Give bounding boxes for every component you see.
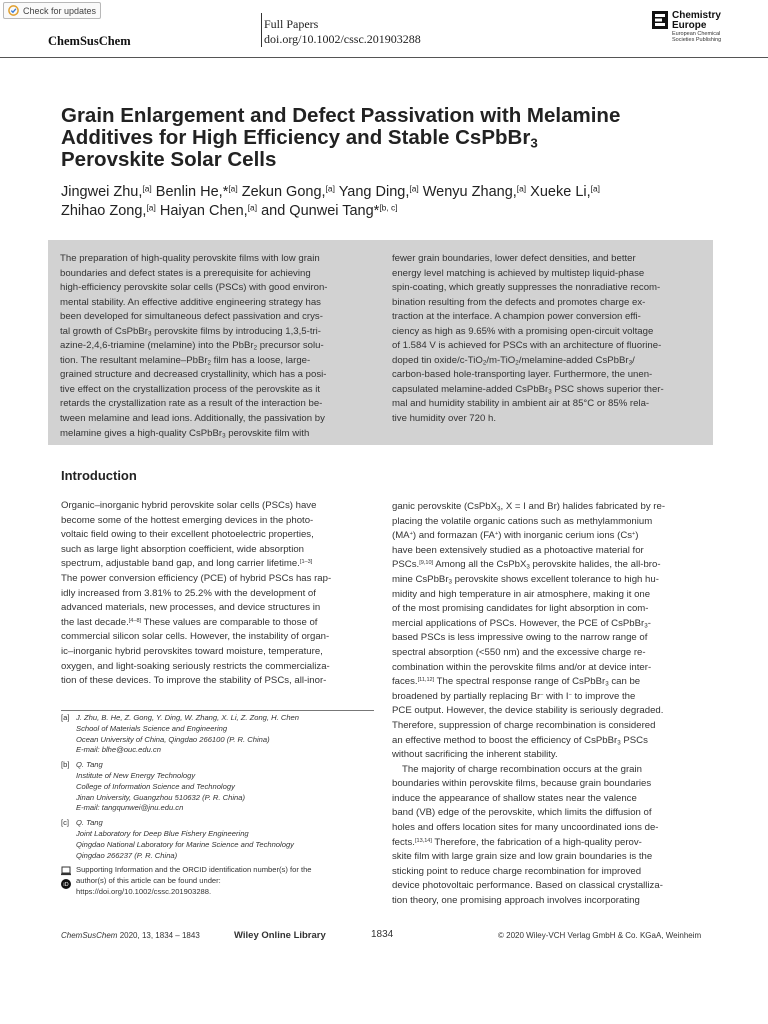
publisher-line: European Chemical — [672, 31, 721, 37]
text-line: grained structure and decreased crystallinity, which has a posi- — [60, 369, 327, 381]
title-subscript: 3 — [530, 135, 538, 151]
text-line: tween melamine and lead ions. Additionally, the passivation by — [60, 413, 325, 425]
text-line: of 1.584 V is achieved for PSCs with an architecture of fluorine- — [392, 340, 662, 352]
text-line: capsulated melamine-added CsPbBr$_3$ PSC shows superior ther- — [392, 383, 664, 396]
text-line: PCE output. However, the device stability is seriously degraded. — [392, 705, 664, 717]
author-list — [61, 183, 711, 221]
text-line: midity and high temperature in air atmosphere, making it one — [392, 588, 651, 600]
author-name: Zhihao Zong,[a] — [61, 202, 156, 219]
text-line: mal and humidity stability in ambient air at 85°C or 85% rela- — [392, 398, 650, 410]
text-line: holes and offers location sites for many uncoordinated ions de- — [392, 822, 659, 834]
text-line: of the most promising candidates for light absorption in com- — [392, 603, 649, 615]
text-line: spectral absorption (<550 nm) and the excessive charge re- — [392, 646, 646, 658]
author-name: Haiyan Chen,[a] — [155, 202, 258, 219]
text-line: melamine gives a high-quality CsPbBr$_3$ perovskite film with — [60, 427, 310, 440]
text-line: ganic perovskite (CsPbX$_3$, X = I and Br) halides fabricated by re- — [392, 501, 666, 513]
journal-name: ChemSusChem — [48, 34, 131, 48]
supporting-info-icon — [61, 866, 71, 876]
body-column-right — [392, 500, 708, 909]
title-line: Additives for High Efficiency and Stable CsPbBr — [61, 126, 531, 149]
text-line: tal growth of CsPbBr$_3$ perovskite films by introducing 1,3,5-tri- — [60, 325, 322, 338]
text-line: been developed for simultaneous defect passivation and crys- — [60, 311, 323, 323]
section-heading-introduction: Introduction — [61, 468, 137, 483]
text-line: based PSCs is less impressive owing to the narrow range of — [392, 632, 648, 644]
text-line: tion. The resultant melamine–PbBr$_2$ film has a loose, large- — [60, 354, 311, 367]
supporting-link[interactable]: https://doi.org/10.1002/cssc.201903288. — [76, 886, 212, 896]
abstract-box — [48, 240, 713, 445]
text-line: The preparation of high-quality perovskite films with low grain — [60, 253, 320, 264]
check-for-updates-button[interactable] — [3, 2, 101, 19]
footer-citation — [61, 931, 200, 940]
text-line: Therefore, suppression of charge recombination is considered — [392, 719, 656, 731]
publisher-line: Chemistry — [672, 10, 721, 21]
footer-copyright: © 2020 Wiley-VCH Verlag GmbH & Co. KGaA, Weinheim — [498, 931, 702, 940]
text-line: tion theory, one promising approach involves incorporating — [392, 895, 640, 907]
text-line: spin-coating, which greatly suppresses the nonradiative recom- — [392, 282, 661, 294]
text-line: mental stability. An effective additive engineering strategy has — [60, 296, 321, 308]
chemistry-europe-logo-icon — [652, 11, 668, 29]
footer-journal: ChemSusChem — [61, 931, 118, 940]
text-line: tive effect on the crystallization process of the perovskite as it — [60, 383, 321, 395]
title-line: Perovskite Solar Cells — [61, 148, 277, 171]
text-line: tive humidity over 720 h. — [392, 413, 496, 425]
affiliation: [c] Q. Tang Joint Laboratory for Deep Blue Fishery Engineering Qingdao National Laboratory for Marine Science and Technology Qingdao 266237 (P. R. China) — [61, 818, 294, 860]
text-line: azine-2,4,6-triamine (melamine) into the PbBr$_2$ precursor solu- — [60, 340, 324, 352]
text-line: ciency as high as 9.65% with a promising open-circuit voltage — [392, 325, 654, 337]
author-name: Xueke Li,[a] — [526, 183, 601, 200]
text-line: induce the appearance of shallow states near the valence — [392, 792, 637, 804]
text-line: faces.[11,12] The spectral response range of CsPbBr$_3$ can be — [392, 676, 641, 688]
text-line: an effective method to boost the efficiency of CsPbBr$_3$ PSCs — [392, 734, 648, 747]
article-title — [61, 105, 721, 171]
footer-volume: 2020, 13, 1834 – 1843 — [119, 931, 200, 940]
svg-text:iD: iD — [63, 882, 69, 889]
text-line: ic–inorganic hybrid perovskites toward moisture, temperature, — [61, 645, 323, 657]
text-line: mercial applications of PSCs. However, the PCE of CsPbBr$_3$- — [392, 617, 651, 630]
text-line: doped tin oxide/c-TiO$_2$/m-TiO$_2$/melamine-added CsPbBr$_3$/ — [392, 354, 635, 367]
supporting-information — [61, 865, 381, 897]
publisher-line: Societies Publishing — [672, 37, 722, 43]
check-updates-icon — [8, 5, 19, 16]
text-line: The majority of charge recombination occurs at the grain — [402, 763, 642, 775]
text-line: oxygen, and light-soaking seriously restricts the commercializa- — [61, 660, 330, 672]
author-name: and Qunwei Tang*[b, c] — [257, 202, 398, 219]
orcid-icon — [61, 879, 71, 889]
affiliations — [61, 713, 381, 898]
abstract-column-right — [392, 252, 700, 427]
text-line: sticking point to reduce charge recombination for improved — [392, 865, 642, 877]
author-name: Wenyu Zhang,[a] — [418, 183, 527, 200]
text-line: voltaic field owing to their excellent photoelectric properties, — [61, 529, 314, 541]
text-line: fects.[13,14] Therefore, the fabrication of a high-quality perov- — [392, 836, 642, 848]
text-line: mine CsPbBr$_3$ perovskite shows excellent tolerance to high hu- — [392, 573, 659, 586]
author-line — [61, 183, 711, 202]
article-type: Full Papers — [264, 17, 319, 31]
text-line: high-efficiency perovskite solar cells (PSCs) with good environ- — [60, 282, 328, 294]
author-name: Jingwei Zhu,[a] — [61, 183, 152, 200]
affiliation: [a] J. Zhu, B. He, Z. Gong, Y. Ding, W. Zhang, X. Li, Z. Zong, H. Chen School of Materials Science and Engineering Ocean University of China, Qingdao 266100 (P. R. China) E-mail: blhe@ouc.edu.cn — [61, 713, 299, 755]
supporting-line: author(s) of this article can be found under: — [76, 876, 221, 886]
text-line: retards the crystallization rate as a result of the interaction be- — [60, 398, 323, 410]
text-line: boundaries within perovskite films, because grain boundaries — [392, 778, 652, 790]
text-line: band (VB) edge of the perovskite, which limits the diffusion of — [392, 807, 652, 819]
footer-wiley-online-library[interactable]: Wiley Online Library — [234, 930, 326, 941]
header-rule — [0, 57, 768, 58]
text-line: The power conversion efficiency (PCE) of hybrid PSCs has rap- — [61, 572, 332, 584]
page-number: 1834 — [371, 929, 394, 940]
text-line: have been extensively studied as a photoactive material for — [392, 544, 644, 556]
text-line: idly increased from 3.81% to 25.2% with the development of — [61, 587, 316, 599]
affiliation: [b] Q. Tang Institute of New Energy Technology College of Information Science and Technology Jinan University, Guangzhou 510632 (P. R. China) E-mail: tangqunwei@jnu.edu.cn — [61, 760, 245, 813]
text-line: placing the volatile organic cations such as methylammonium — [392, 515, 653, 527]
body-column-left — [61, 499, 374, 689]
text-line: without sacrificing the inherent stability. — [392, 749, 558, 761]
text-line: skite film with large grain size and low grain boundaries is the — [392, 851, 653, 863]
text-line: tion of these devices. To improve the stability of PSCs, all-inor- — [61, 675, 327, 687]
text-line: advanced materials, new processes, and device structures in — [61, 602, 321, 614]
header-separator — [261, 13, 262, 47]
text-line: become some of the hottest emerging devices in the photo- — [61, 514, 314, 526]
text-line: (MA+) and formazan (FA+) with inorganic cerium ions (Cs+) — [392, 530, 639, 542]
title-line: Grain Enlargement and Defect Passivation with Melamine — [61, 104, 621, 127]
abstract-column-left — [60, 252, 376, 441]
text-line: the last decade.[4–8] These values are comparable to those of — [61, 616, 318, 628]
text-line: fewer grain boundaries, lower defect densities, and better — [392, 253, 636, 264]
text-line: energy level matching is achieved by multistep liquid-phase — [392, 267, 645, 279]
text-line: device photovoltaic performance. Based on classical crystalliza- — [392, 880, 663, 892]
text-line: broadened by partially replacing Br− with I− to improve the — [392, 690, 636, 702]
footnote-rule — [61, 710, 374, 711]
text-line: spectrum, adjustable band gap, and long carrier lifetime.[1–3] — [61, 558, 313, 570]
publisher-logo — [652, 11, 721, 43]
text-line: PSCs.[9,10] Among all the CsPbX$_3$ perovskite halides, the all-bro- — [392, 559, 661, 571]
check-updates-label: Check for updates — [23, 5, 97, 16]
text-line: Organic–inorganic hybrid perovskite solar cells (PSCs) have — [61, 500, 317, 511]
author-name: Yang Ding,[a] — [334, 183, 419, 200]
text-line: such as large light absorption coefficient, wide absorption — [61, 543, 305, 555]
publisher-line: Europe — [672, 20, 707, 31]
author-name: Benlin He,*[a] — [151, 183, 238, 200]
text-line: boundaries and defect states is a prerequisite for achieving — [60, 267, 311, 279]
doi-link[interactable]: doi.org/10.1002/cssc.201903288 — [264, 32, 421, 46]
text-line: commercial silicon solar cells. However, the instability of organ- — [61, 631, 330, 643]
text-line: carbon-based hole-transporting layer. Furthermore, the unen- — [392, 369, 653, 381]
author-name: Zekun Gong,[a] — [237, 183, 335, 200]
supporting-line: Supporting Information and the ORCID identification number(s) for the — [76, 865, 312, 875]
text-line: traction at the interface. A champion power conversion effi- — [392, 311, 641, 323]
text-line: bination resulting from the defects and promotes charge ex- — [392, 296, 646, 308]
text-line: combination within the perovskite films and/or at device inter- — [392, 661, 652, 673]
author-line — [61, 202, 711, 221]
